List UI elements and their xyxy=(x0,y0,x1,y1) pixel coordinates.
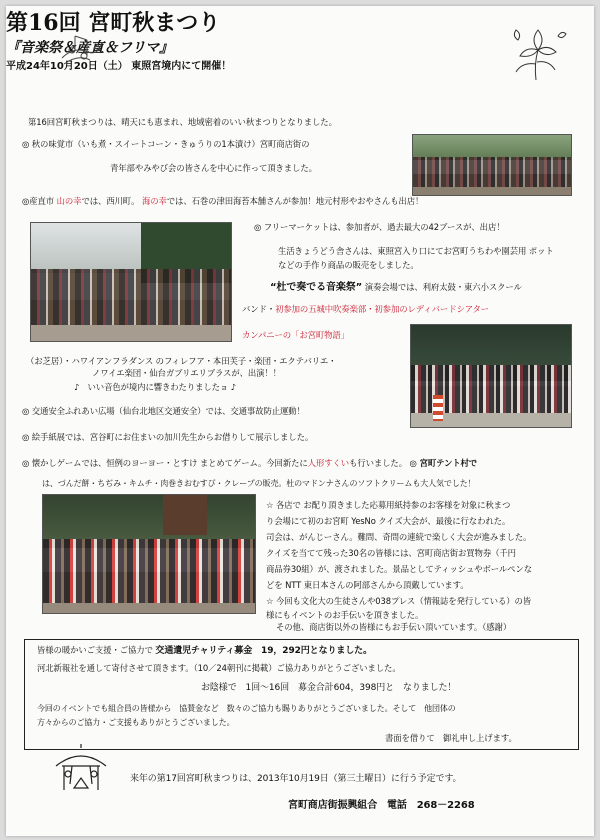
music-notes-icon xyxy=(58,28,106,74)
charity-thanks: 書面を借りて 御礼申し上げます。 xyxy=(385,733,517,743)
flea-market-line2: 生活きょうどう舎さんは、東照宮入り口にてお宮町うちわや園芸用 ポット xyxy=(278,246,554,256)
festival-photo-1 xyxy=(412,134,572,196)
quiz-line: り会場にて初のお宮町 YesNo クイズ大会が、最後に行なわれた。 xyxy=(266,516,511,526)
page-subtitle: 『音楽祭＆産直＆フリマ』 xyxy=(6,40,174,56)
charity-total: お陰様で 1回～16回 募金合計604，398円と なりました！ xyxy=(201,683,457,693)
flea-market-line3: などの手作り商品の販売をしました。 xyxy=(278,260,419,270)
sea-text: では、石巻の津田海苔本舗さんが参加！地元村形やおやさんも出店！ xyxy=(166,196,424,206)
taste-market-line2: 青年部やみやび会の皆さんを中心に作って頂きました。 xyxy=(110,163,317,173)
charity-line5: 方々からのご協力・ご支援もありがとうございました。 xyxy=(37,718,235,727)
flyer-page xyxy=(6,6,594,836)
tent-village-label: ◎ 宮町テント村で xyxy=(409,458,478,468)
farm-market-prefix: ◎産直市 xyxy=(22,196,55,206)
page-title: 第16回 宮町秋まつり xyxy=(6,10,221,36)
quiz-line: クイズを当てて残った30名の皆様には、宮町商店街お買物券（千円 xyxy=(266,548,516,558)
concert-line5: ノワイエ楽団・仙台ガブリエリブラスが、出演！！ xyxy=(92,368,281,378)
festival-photo-3 xyxy=(410,324,572,428)
quiz-line: 商品券30組）が、渡されました。景品としてティッシュやボールペンな xyxy=(266,564,532,574)
sea-label: 海の幸 xyxy=(141,196,167,206)
games-line2: は、づんだ餅・ちぢみ・キムチ・肉巻きおむすび・クレープの販売。杜のマドンナさんのソフトクリームも大人気でした！ xyxy=(42,479,476,488)
organizer-contact: 宮町商店街振興組合 電話 268－2268 xyxy=(288,800,475,811)
charity-line4: 今回のイベントでも組合員の皆様から 協賛金など 数々のご協力も賜りありがとうございました。そして 他団体の xyxy=(37,704,456,713)
concert-line6: ♪ いい音色が境内に響きわたりましたョ ♪ xyxy=(74,382,236,392)
quiz-line: どを NTT 東日本さんの阿部さんから頂戴しています。 xyxy=(266,580,469,590)
mountain-text: では、西川町。 xyxy=(81,196,140,206)
next-year-notice: 来年の第17回宮町秋まつりは、2013年10月19日（第三土曜日）に行う予定です。 xyxy=(130,774,462,784)
traffic-safety-text: ◎ 交通安全ふれあい広場（仙台北地区交通安全）では、交通事故防止運動！ xyxy=(22,406,305,416)
games-doll-scoop: 人形すくい xyxy=(307,458,350,468)
festival-photo-4 xyxy=(42,494,256,614)
mountain-label: 山の幸 xyxy=(56,196,82,206)
concert-line2-red: 初参加の五城中吹奏楽部・初参加のレディバードシアター xyxy=(275,304,489,314)
concert-line1 xyxy=(270,282,522,293)
games-line1-b: も行いました。 xyxy=(349,458,407,468)
games-line1-a: ◎ 懐かしゲームでは、恒例のヨーヨー・とすけ まとめてゲーム。今回新たに xyxy=(22,458,308,468)
flea-market-line1: ◎ フリーマーケットは、参加者が、過去最大の42ブースが、出店！ xyxy=(254,222,505,232)
concert-line2 xyxy=(242,304,489,315)
concert-line4: （お芝居）・ハワイアンフラダンス のフィレフア・本田芙子・楽団・エクテバリエ・ xyxy=(26,356,337,366)
flower-icon xyxy=(506,24,568,82)
charity-line1 xyxy=(37,645,372,657)
concert-line3: カンパニーの「お宮町物語」 xyxy=(242,330,349,340)
quiz-line: 司会は、がんじーさん。難問、奇問の連続で楽しく大会が進みました。 xyxy=(266,532,532,542)
concert-title: “杜で奏でる音楽祭” xyxy=(270,282,363,293)
games-line1 xyxy=(22,458,477,469)
event-date: 平成24年10月20日（土） 東照宮境内にて開催！ xyxy=(6,61,232,72)
quiz-line: その他、商店街以外の皆様にもお手伝い頂いています。（感謝） xyxy=(276,622,512,632)
intro-text: 第16回宮町秋まつりは、晴天にも恵まれ、地域密着のいい秋まつりとなりました。 xyxy=(28,117,337,127)
festival-photo-2 xyxy=(30,222,232,342)
festival-pavilion-icon xyxy=(52,744,110,796)
quiz-line: ☆ 各店で お配り頂きました応募用紙持参のお客様を対象に秋まつ xyxy=(266,500,511,510)
charity-line1-a: 皆様の暖かいご支援・ご協力で xyxy=(37,645,153,655)
quiz-line: ☆ 今回も文化大の生徒さんや038プレス（情報誌を発行している）の皆 xyxy=(266,596,532,606)
concert-line2-a: バンド・ xyxy=(242,304,276,314)
quiz-line: 様にもイベントのお手伝いを頂きました。 xyxy=(266,610,424,620)
concert-line1-rest: 演奏会場では、利府太鼓・東六小スクール xyxy=(364,282,522,292)
taste-market-line1: ◎ 秋の味覚市（いも煮・スイートコーン・きゅうりの1本漬け）宮町商店街の xyxy=(22,139,310,149)
exhibition-text: ◎ 絵手紙展では、宮谷町にお住まいの加川先生からお借りして展示しました。 xyxy=(22,432,314,442)
charity-amount: 交通遺児チャリティ募金 19，292円となりました。 xyxy=(155,646,372,656)
farm-market-line xyxy=(22,196,423,207)
charity-line2: 河北新報社を通して寄付させて頂きます。（10／24朝刊に掲載）ご協力ありがとうございました。 xyxy=(37,663,401,673)
charity-box xyxy=(24,639,579,750)
